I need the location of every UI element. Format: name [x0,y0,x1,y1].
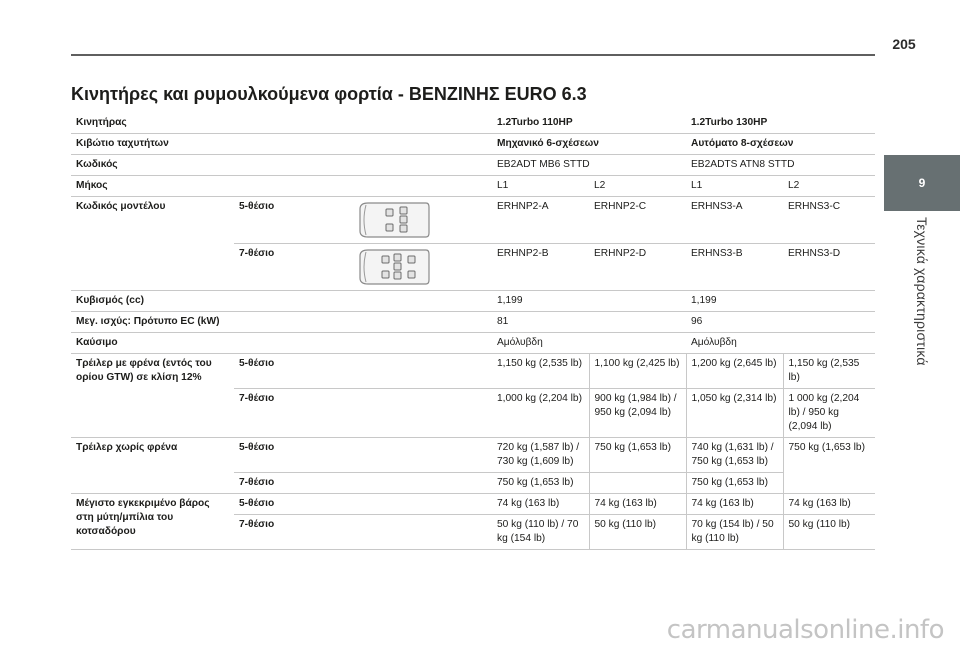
nose-5-c3: 74 kg (163 lb) [686,494,783,515]
code-a: EB2ADT MB6 STTD [492,155,686,176]
row-unbraked-5 [71,438,875,473]
label-displacement: Κυβισμός (cc) [71,291,492,312]
braked-5-c4: 1,150 kg (2,535 lb) [783,354,875,389]
seat-7-diagram [351,244,492,291]
nose-7-label: 7-θέσιο [234,515,492,550]
power-b: 96 [686,312,875,333]
nose-5-label: 5-θέσιο [234,494,492,515]
nose-7-c4: 50 kg (110 lb) [783,515,875,550]
braked-7-label: 7-θέσιο [234,389,492,438]
row-model-5 [71,197,875,244]
row-length [71,176,875,197]
row-nose-5 [71,494,875,515]
displacement-b: 1,199 [686,291,875,312]
model-5-c2: ERHNP2-C [589,197,686,244]
row-power [71,312,875,333]
chapter-number: 9 [918,176,926,190]
page-number: 205 [892,36,916,52]
row-gearbox [71,134,875,155]
van-5-seat-icon [356,200,432,240]
label-noseweight: Μέγιστο εγκεκριμένο βάρος στη μύτη/μπίλια του κοτσαδόρου [71,494,234,550]
chapter-title: Τεχνικά χαρακτηριστικά [914,217,930,366]
fuel-a: Αμόλυβδη [492,333,686,354]
label-model-code: Κωδικός μοντέλου [71,197,234,291]
power-a: 81 [492,312,686,333]
braked-5-c2: 1,100 kg (2,425 lb) [589,354,686,389]
van-7-seat-icon [356,247,432,287]
label-engine: Κινητήρας [71,113,492,134]
chapter-title-wrap [884,211,960,401]
length-c2: L2 [589,176,686,197]
unbraked-7-c2 [589,473,686,494]
model-5-c1: ERHNP2-A [492,197,589,244]
row-displacement [71,291,875,312]
braked-7-c1: 1,000 kg (2,204 lb) [492,389,589,438]
braked-7-c4: 1 000 kg (2,204 lb) / 950 kg (2,094 lb) [783,389,875,438]
gearbox-b: Αυτόματο 8-σχέσεων [686,134,875,155]
label-fuel: Καύσιμο [71,333,492,354]
row-engine [71,113,875,134]
model-5-c4: ERHNS3-C [783,197,875,244]
label-unbraked: Τρέιλερ χωρίς φρένα [71,438,234,494]
model-7-c4: ERHNS3-D [783,244,875,291]
row-fuel [71,333,875,354]
label-code: Κωδικός [71,155,492,176]
nose-7-c2: 50 kg (110 lb) [589,515,686,550]
gearbox-a: Μηχανικό 6-σχέσεων [492,134,686,155]
nose-5-c1: 74 kg (163 lb) [492,494,589,515]
seat-5-diagram [351,197,492,244]
unbraked-7-c1: 750 kg (1,653 lb) [492,473,589,494]
row-code [71,155,875,176]
nose-5-c2: 74 kg (163 lb) [589,494,686,515]
label-gearbox: Κιβώτιο ταχυτήτων [71,134,492,155]
nose-7-c1: 50 kg (110 lb) / 70 kg (154 lb) [492,515,589,550]
header-rule [71,54,875,56]
model-7-c3: ERHNS3-B [686,244,783,291]
fuel-b: Αμόλυβδη [686,333,875,354]
model-7-c2: ERHNP2-D [589,244,686,291]
engine-b: 1.2Turbo 130HP [686,113,875,134]
length-c3: L1 [686,176,783,197]
code-b: EB2ADTS ATN8 STTD [686,155,875,176]
engine-a: 1.2Turbo 110HP [492,113,686,134]
page-title: Κινητήρες και ρυμουλκούμενα φορτία - ΒΕΝΖΙΝΗΣ EURO 6.3 [71,84,587,104]
length-c1: L1 [492,176,589,197]
length-c4: L2 [783,176,875,197]
unbraked-7-c3: 750 kg (1,653 lb) [686,473,783,494]
braked-5-c3: 1,200 kg (2,645 lb) [686,354,783,389]
displacement-a: 1,199 [492,291,686,312]
row-braked-5 [71,354,875,389]
unbraked-5-c2: 750 kg (1,653 lb) [589,438,686,473]
watermark: carmanualsonline.info [666,615,944,645]
label-length: Μήκος [71,176,492,197]
braked-5-label: 5-θέσιο [234,354,492,389]
unbraked-5-c4: 750 kg (1,653 lb) [783,438,875,494]
label-braked: Τρέιλερ με φρένα (εντός του ορίου GTW) σε κλίση 12% [71,354,234,438]
model-5-label: 5-θέσιο [234,197,351,244]
model-7-c1: ERHNP2-B [492,244,589,291]
label-power: Μεγ. ισχύς: Πρότυπο EC (kW) [71,312,492,333]
braked-7-c2: 900 kg (1,984 lb) / 950 kg (2,094 lb) [589,389,686,438]
braked-7-c3: 1,050 kg (2,314 lb) [686,389,783,438]
unbraked-7-label: 7-θέσιο [234,473,492,494]
unbraked-5-c3: 740 kg (1,631 lb) / 750 kg (1,653 lb) [686,438,783,473]
model-5-c3: ERHNS3-A [686,197,783,244]
chapter-tab[interactable] [884,155,960,211]
unbraked-5-c1: 720 kg (1,587 lb) / 730 kg (1,609 lb) [492,438,589,473]
spec-table [71,113,875,550]
braked-5-c1: 1,150 kg (2,535 lb) [492,354,589,389]
nose-7-c3: 70 kg (154 lb) / 50 kg (110 lb) [686,515,783,550]
unbraked-5-label: 5-θέσιο [234,438,492,473]
nose-5-c4: 74 kg (163 lb) [783,494,875,515]
model-7-label: 7-θέσιο [234,244,351,291]
